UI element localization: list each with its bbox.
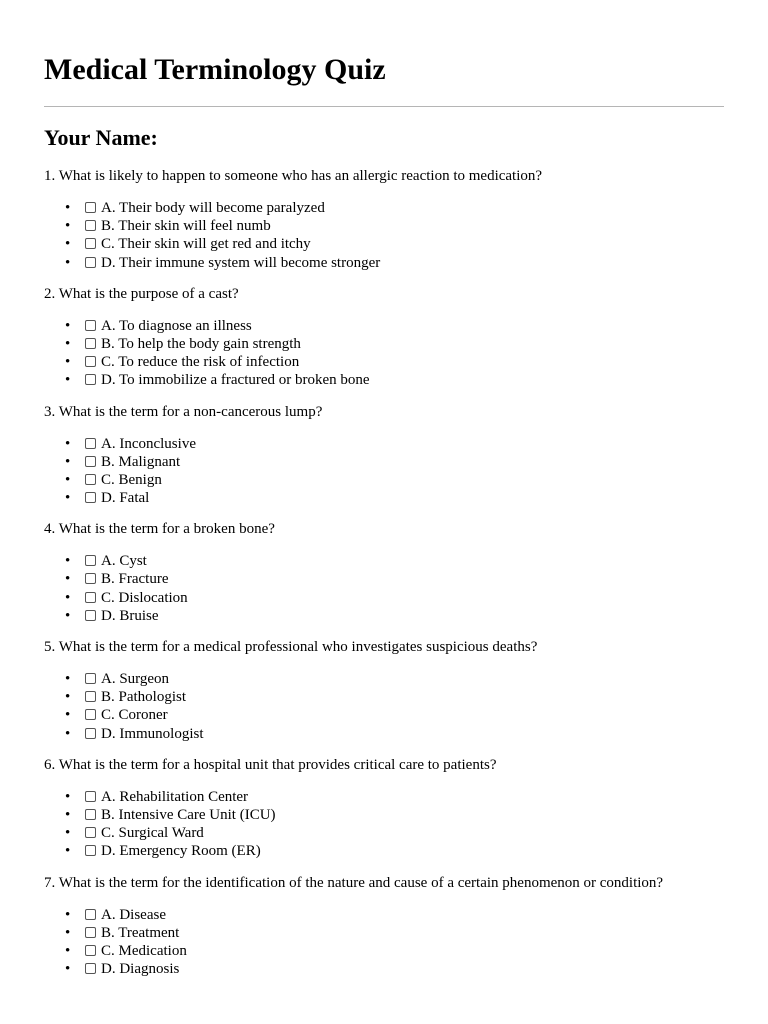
question-text: 3. What is the term for a non-cancerous lump?: [44, 403, 323, 420]
bullet-icon: •: [65, 924, 71, 941]
option-checkbox[interactable]: [85, 791, 96, 802]
option-label: A. Disease: [101, 906, 166, 923]
option-item: [65, 254, 724, 272]
bullet-icon: •: [65, 671, 71, 687]
option-checkbox[interactable]: [85, 257, 96, 268]
option-list: [44, 552, 724, 625]
name-heading: Your Name:: [44, 125, 158, 150]
option-checkbox[interactable]: [85, 555, 96, 566]
option-label: B. Their skin will feel numb: [101, 218, 271, 235]
option-list: [44, 670, 724, 743]
option-label: B. Pathologist: [101, 689, 187, 706]
option-label: D. Bruise: [101, 607, 159, 624]
bullet-icon: •: [65, 317, 71, 334]
option-checkbox[interactable]: [85, 374, 96, 385]
bullet-icon: •: [65, 942, 71, 959]
option-checkbox[interactable]: [85, 474, 96, 485]
option-item: [65, 317, 724, 335]
option-item: [65, 589, 724, 607]
question-5: [44, 638, 724, 743]
bullet-icon: •: [65, 254, 71, 271]
option-label: D. Immunologist: [101, 725, 204, 742]
option-item: [65, 706, 724, 724]
option-item: [65, 842, 724, 860]
option-item: [65, 960, 724, 978]
option-checkbox[interactable]: [85, 927, 96, 938]
option-item: [65, 552, 724, 570]
option-checkbox[interactable]: [85, 845, 96, 856]
option-list: [44, 199, 724, 272]
option-checkbox[interactable]: [85, 456, 96, 467]
option-label: B. Malignant: [101, 453, 181, 470]
bullet-icon: •: [65, 236, 71, 253]
option-checkbox[interactable]: [85, 220, 96, 231]
option-checkbox[interactable]: [85, 592, 96, 603]
option-item: [65, 435, 724, 453]
bullet-icon: •: [65, 843, 71, 860]
question-4: [44, 520, 724, 625]
option-checkbox[interactable]: [85, 673, 96, 684]
option-label: D. Diagnosis: [101, 961, 180, 978]
question-2: [44, 285, 724, 390]
option-label: B. Treatment: [101, 924, 180, 941]
bullet-icon: •: [65, 725, 71, 742]
option-list: [44, 906, 724, 979]
option-label: A. Surgeon: [101, 671, 170, 687]
option-label: A. Rehabilitation Center: [101, 788, 249, 805]
question-text: 2. What is the purpose of a cast?: [44, 285, 239, 302]
bullet-icon: •: [65, 589, 71, 606]
option-item: [65, 942, 724, 960]
bullet-icon: •: [65, 453, 71, 470]
option-item: [65, 199, 724, 217]
option-item: [65, 489, 724, 507]
option-item: [65, 471, 724, 489]
page-title: Medical Terminology Quiz: [44, 53, 386, 86]
option-label: D. Emergency Room (ER): [101, 843, 261, 860]
question-text: 1. What is likely to happen to someone who has an allergic reaction to medication?: [44, 168, 543, 184]
option-label: D. Their immune system will become stronger: [101, 254, 381, 271]
option-checkbox[interactable]: [85, 338, 96, 349]
option-checkbox[interactable]: [85, 238, 96, 249]
question-text: 7. What is the term for the identification of the nature and cause of a certain phenomenon or condition?: [44, 874, 664, 891]
option-label: B. Intensive Care Unit (ICU): [101, 806, 276, 823]
option-label: B. Fracture: [101, 571, 169, 588]
option-checkbox[interactable]: [85, 909, 96, 920]
question-6: [44, 756, 724, 861]
bullet-icon: •: [65, 335, 71, 352]
question-7: [44, 874, 724, 979]
option-label: C. Their skin will get red and itchy: [101, 236, 311, 253]
option-label: A. To diagnose an illness: [101, 317, 252, 334]
option-item: [65, 824, 724, 842]
bullet-icon: •: [65, 825, 71, 842]
divider: [44, 106, 724, 107]
option-checkbox[interactable]: [85, 356, 96, 367]
bullet-icon: •: [65, 490, 71, 507]
question-3: [44, 403, 724, 508]
bullet-icon: •: [65, 435, 71, 452]
option-checkbox[interactable]: [85, 809, 96, 820]
bullet-icon: •: [65, 354, 71, 371]
option-item: [65, 353, 724, 371]
question-list: [44, 167, 724, 978]
option-item: [65, 924, 724, 942]
option-label: D. Fatal: [101, 490, 150, 507]
option-list: [44, 317, 724, 390]
option-label: C. Coroner: [101, 707, 168, 724]
option-item: [65, 670, 724, 688]
option-label: A. Cyst: [101, 553, 147, 570]
option-checkbox[interactable]: [85, 963, 96, 974]
option-checkbox[interactable]: [85, 728, 96, 739]
option-item: [65, 806, 724, 824]
option-checkbox[interactable]: [85, 610, 96, 621]
option-item: [65, 335, 724, 353]
option-checkbox[interactable]: [85, 202, 96, 213]
option-item: [65, 453, 724, 471]
bullet-icon: •: [65, 806, 71, 823]
bullet-icon: •: [65, 218, 71, 235]
option-checkbox[interactable]: [85, 709, 96, 720]
option-checkbox[interactable]: [85, 320, 96, 331]
option-item: [65, 235, 724, 253]
option-item: [65, 570, 724, 588]
option-label: D. To immobilize a fractured or broken bone: [101, 372, 370, 389]
bullet-icon: •: [65, 689, 71, 706]
option-item: [65, 906, 724, 924]
option-item: [65, 371, 724, 389]
option-item: [65, 725, 724, 743]
option-list: [44, 788, 724, 861]
bullet-icon: •: [65, 906, 71, 923]
bullet-icon: •: [65, 607, 71, 624]
option-label: C. Surgical Ward: [101, 825, 204, 842]
option-checkbox[interactable]: [85, 438, 96, 449]
option-label: B. To help the body gain strength: [101, 335, 301, 352]
option-item: [65, 217, 724, 235]
option-checkbox[interactable]: [85, 691, 96, 702]
option-label: C. Dislocation: [101, 589, 188, 606]
bullet-icon: •: [65, 471, 71, 488]
bullet-icon: •: [65, 788, 71, 805]
option-checkbox[interactable]: [85, 492, 96, 503]
bullet-icon: •: [65, 553, 71, 570]
option-label: A. Inconclusive: [101, 435, 196, 452]
option-list: [44, 435, 724, 508]
option-checkbox[interactable]: [85, 945, 96, 956]
option-label: C. To reduce the risk of infection: [101, 354, 300, 371]
option-checkbox[interactable]: [85, 827, 96, 838]
option-label: C. Medication: [101, 942, 187, 959]
bullet-icon: •: [65, 707, 71, 724]
question-1: [44, 167, 724, 272]
question-text: 4. What is the term for a broken bone?: [44, 521, 275, 538]
bullet-icon: •: [65, 961, 71, 978]
option-label: A. Their body will become paralyzed: [101, 200, 325, 216]
option-checkbox[interactable]: [85, 573, 96, 584]
question-text: 5. What is the term for a medical professional who investigates suspicious deaths?: [44, 639, 538, 655]
option-item: [65, 688, 724, 706]
bullet-icon: •: [65, 200, 71, 216]
bullet-icon: •: [65, 571, 71, 588]
bullet-icon: •: [65, 372, 71, 389]
question-text: 6. What is the term for a hospital unit that provides critical care to patients?: [44, 756, 497, 773]
option-item: [65, 788, 724, 806]
option-label: C. Benign: [101, 471, 162, 488]
option-item: [65, 607, 724, 625]
